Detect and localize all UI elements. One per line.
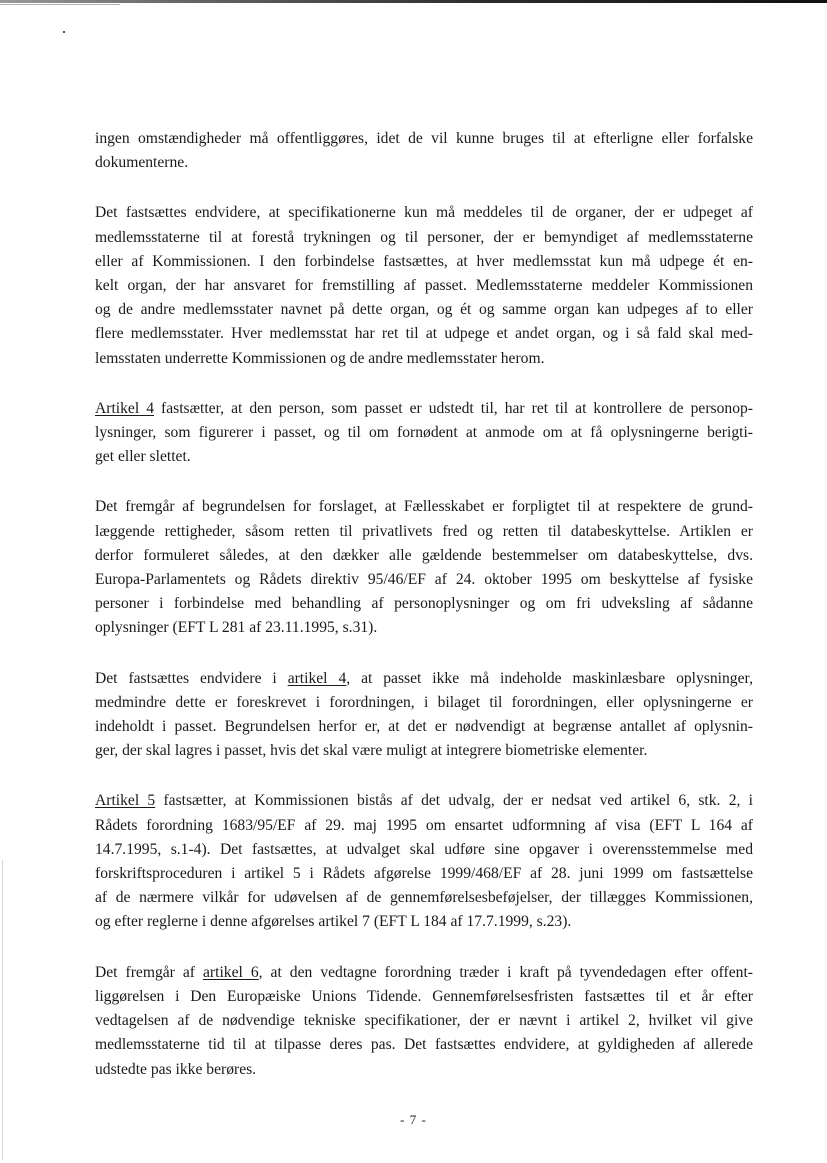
article-reference: Artikel 5 (95, 792, 156, 810)
paragraph (95, 789, 753, 934)
scan-top-border (0, 0, 827, 3)
article-reference: artikel 4 (287, 669, 347, 687)
text-line: lemsstaten underrette Kommissionen og de andre medlemsstater herom. (95, 349, 545, 367)
text-line: udstedte pas ikke berøres. (95, 1060, 257, 1078)
text-line: oplysninger (EFT L 281 af 23.11.1995, s.31). (95, 619, 378, 637)
text-line (95, 397, 753, 421)
text-line: flere medlemsstater. Hver medlemsstat har ret til at udpege et andet organ, og i så fald skal med- (95, 325, 753, 343)
text-line: ger, der skal lagres i passet, hvis det skal være muligt at integrere biometriske elementer. (95, 742, 648, 760)
text-line (95, 961, 753, 985)
page-number: - 7 - (400, 1112, 427, 1127)
text-line: indeholdt i passet. Begrundelsen herfor er, at det er nødvendigt at begrænse antallet af oplysnin- (95, 718, 753, 736)
text-line (95, 667, 753, 691)
text-line: Rådets forordning 1683/95/EF af 29. maj 1995 om ensartet udformning af visa (EFT L 164 af (95, 816, 753, 834)
line-text-after-link: fastsætter, at Kommissionen bistås af det udvalg, der er nedsat ved artikel 6, stk. 2, i (155, 792, 753, 810)
text-line: kelt organ, der har ansvaret for fremstilling af passet. Medlemsstaterne meddeler Kommissionen (95, 277, 753, 295)
paragraph (95, 667, 753, 764)
text-line: af de nærmere vilkår for udøvelsen af de gennemførelsesbeføjelser, der tillægges Kommissionen, (95, 889, 753, 907)
paragraph (95, 495, 753, 640)
line-text-after-link: , at den vedtagne forordning træder i kraft på tyvendedagen efter offent- (258, 963, 753, 981)
text-line: og efter reglerne i denne afgørelses artikel 7 (EFT L 184 af 17.7.1999, s.23). (95, 913, 572, 931)
line-text-before-link: Det fremgår af (95, 963, 203, 981)
text-line: liggørelsen i Den Europæiske Unions Tidende. Gennemførelsesfristen fastsættes til et år efter (95, 987, 753, 1005)
paragraph (95, 397, 753, 470)
text-line: medlemsstaterne til at forestå trykningen og til personer, der er bemyndiget af medlemsstaterne (95, 228, 753, 246)
text-line: lysninger, som figurerer i passet, og til om fornødent at anmode om at få oplysningerne berigti- (95, 424, 753, 442)
text-line: Europa-Parlamentets og Rådets direktiv 95/46/EF af 24. oktober 1995 om beskyttelse af fysiske (95, 571, 753, 589)
text-line: derfor formuleret således, at den dækker alle gældende bestemmelser om databeskyttelse, dvs. (95, 546, 753, 564)
line-text-before-link: Det fastsættes endvidere i (95, 669, 288, 687)
text-line: læggende rettigheder, såsom retten til privatlivets fred og retten til databeskyttelse. Artiklen er (95, 522, 753, 540)
text-line: eller af Kommissionen. I den forbindelse fastsættes, at hver medlemsstat kun må udpege ét en- (95, 252, 753, 270)
text-line: Det fastsættes endvidere, at specifikationerne kun må meddeles til de organer, der er udpeget af (95, 204, 753, 222)
line-text-after-link: , at passet ikke må indeholde maskinlæsbare oplysninger, (346, 669, 753, 687)
paragraph (95, 127, 753, 175)
text-line: medmindre dette er foreskrevet i forordningen, i bilaget til forordningen, eller oplysningerne er (95, 693, 753, 711)
paragraph (95, 201, 753, 370)
text-line: forskriftsproceduren i artikel 5 i Rådets afgørelse 1999/468/EF af 28. juni 1999 om fastsættelse (95, 865, 753, 883)
article-reference: Artikel 4 (95, 399, 154, 417)
article-reference: artikel 6 (203, 963, 259, 981)
text-line: medlemsstaterne tid til at tilpasse deres pas. Det fastsættes endvidere, at gyldigheden af allerede (95, 1036, 753, 1054)
text-line: Det fremgår af begrundelsen for forslaget, at Fællesskabet er forpligtet til at respektere de grund- (95, 498, 753, 516)
text-line (95, 789, 753, 813)
text-line: dokumenterne. (95, 154, 189, 172)
line-text-after-link: fastsætter, at den person, som passet er udstedt til, har ret til at kontrollere de personop- (154, 399, 753, 417)
paragraph (95, 961, 753, 1082)
scan-speck (63, 31, 65, 33)
text-line: ingen omstændigheder må offentliggøres, idet de vil kunne bruges til at efterligne eller forfalske (95, 130, 753, 147)
text-line: get eller slettet. (95, 448, 191, 466)
text-line: vedtagelsen af de nødvendige tekniske specifikationer, der er nævnt i artikel 2, hvilket vil give (95, 1012, 753, 1030)
text-line: personer i forbindelse med behandling af personoplysninger og om fri udveksling af sådanne (95, 595, 753, 613)
scan-top-border-thin (0, 4, 120, 5)
document-body (95, 127, 753, 1082)
text-line: 14.7.1995, s.1-4). Det fastsættes, at udvalget skal udføre sine opgaver i overensstemmelse med (95, 840, 753, 858)
text-line: og de andre medlemsstater navnet på dette organ, og ét og samme organ kan udpeges af to eller (95, 301, 753, 319)
